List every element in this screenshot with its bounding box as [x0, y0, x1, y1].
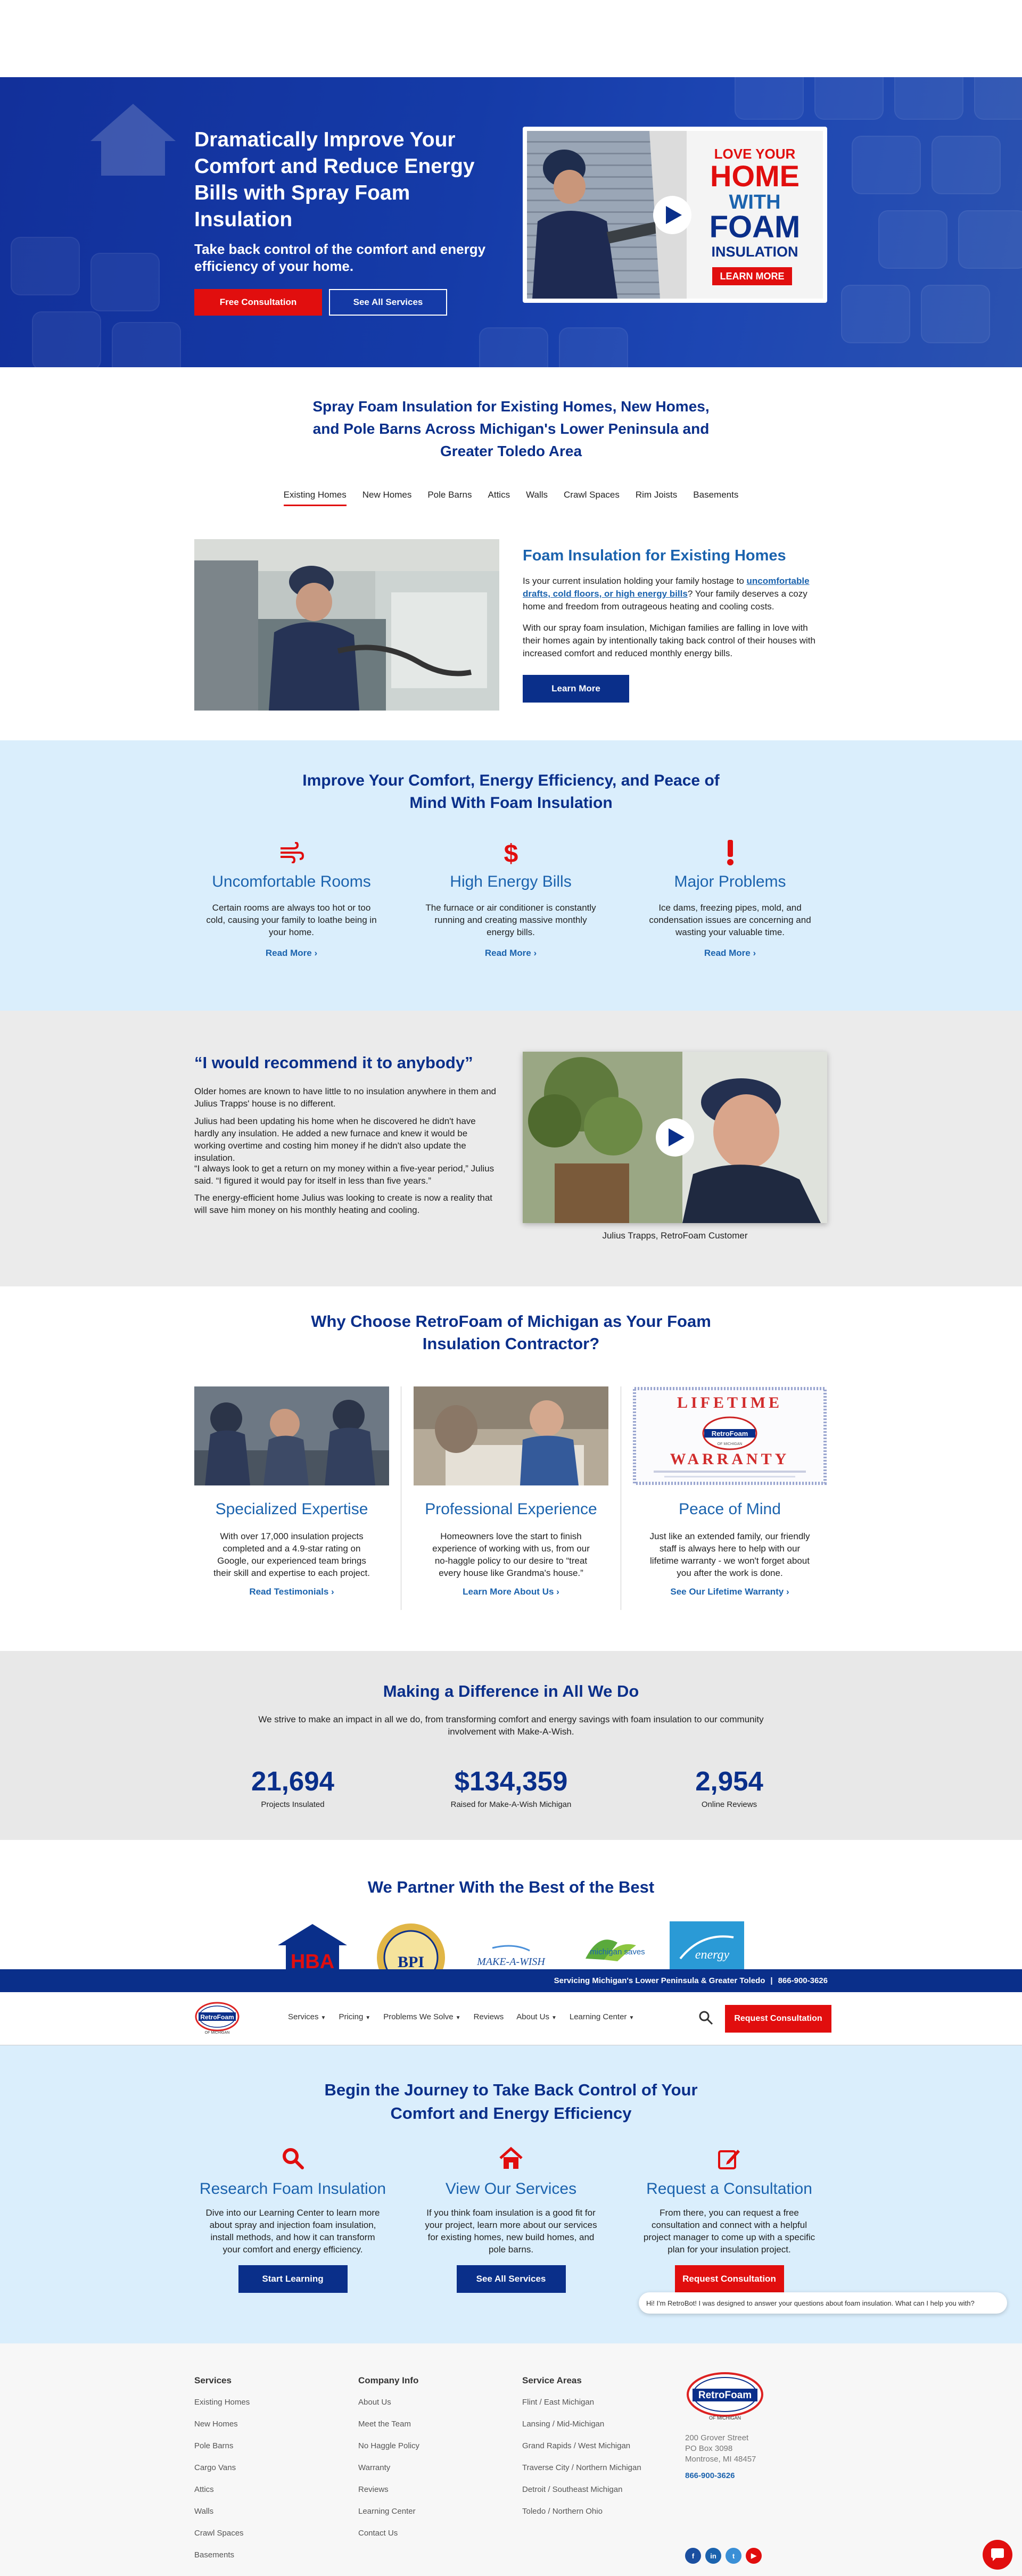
nav-reviews[interactable]: Reviews [473, 2012, 504, 2021]
intro-title: Spray Foam Insulation for Existing Homes, New Homes, and Pole Barns Across Michigan's Lower Peninsula and Greater Toledo Area [312, 398, 710, 459]
footer-link[interactable]: Traverse City / Northern Michigan [522, 2463, 641, 2472]
warranty-certificate [632, 1386, 827, 1485]
hero-subtitle: Take back control of the comfort and energy efficiency of your home. [194, 241, 486, 274]
youtube-icon[interactable]: ▶ [746, 2548, 762, 2564]
see-all-services-button[interactable]: See All Services [457, 2265, 566, 2293]
video-cta: LEARN MORE [720, 271, 785, 282]
chevron-down-icon: ▼ [320, 2015, 326, 2021]
stat-raised [421, 1765, 601, 1809]
nav-problems-we-solve[interactable]: Problems We Solve ▼ [383, 2012, 461, 2021]
house-shape-icon [80, 98, 186, 178]
why-title-2: Professional Experience [425, 1500, 597, 1518]
svg-text:MAKE-A-WISH: MAKE-A-WISH [477, 1956, 545, 1968]
temperature-wind-icon [194, 839, 389, 866]
footer-link[interactable]: Existing Homes [194, 2398, 250, 2407]
footer-link[interactable]: Basements [194, 2550, 235, 2560]
see-all-services-button[interactable]: See All Services [329, 289, 447, 316]
footer-link[interactable]: Flint / East Michigan [522, 2398, 595, 2407]
tab-new-homes[interactable]: New Homes [362, 490, 412, 500]
svg-text:$: $ [504, 840, 518, 865]
bpi-logo [375, 1921, 447, 1969]
footer-link[interactable]: Warranty [358, 2463, 391, 2472]
play-icon[interactable] [653, 196, 691, 234]
problems-link[interactable]: uncomfortable drafts, cold floors, or high energy bills [523, 576, 810, 599]
chat-bubble[interactable]: Hi! I'm RetroBot! I was designed to answer your questions about foam insulation. What can I help you with? [639, 2292, 1007, 2314]
edit-icon [628, 2146, 830, 2173]
footer-logo[interactable] [685, 2371, 765, 2421]
footer-link[interactable]: Cargo Vans [194, 2463, 236, 2472]
hero-video[interactable] [523, 127, 827, 303]
footer-link[interactable]: Learning Center [358, 2507, 416, 2516]
partners-title: We Partner With the Best of the Best [367, 1878, 655, 1896]
journey-col-text: From there, you can request a free consultation and connect with a helpful project manager to come up with a specific plan for your insulation project. [643, 2208, 815, 2255]
svg-text:energy: energy [695, 1948, 730, 1962]
chat-button[interactable] [983, 2540, 1012, 2570]
video-line3: WITH [729, 191, 781, 213]
tab-pole-barns[interactable]: Pole Barns [427, 490, 472, 500]
benefit-text: Ice dams, freezing pipes, mold, and condensation issues are concerning and wasting your valuable time. [649, 903, 811, 937]
footer-company [358, 2375, 419, 2550]
nav-learning-center[interactable]: Learning Center ▼ [569, 2012, 634, 2021]
why-peace-of-mind [631, 1386, 828, 1597]
hero-title: Dramatically Improve Your Comfort and Reduce Energy Bills with Spray Foam Insulation [194, 128, 475, 231]
testimonial-paragraph: The energy-efficient home Julius was looking to create is now a reality that will save him money on his monthly heating and cooling. [194, 1193, 493, 1215]
chat-icon [990, 2548, 1005, 2562]
stat-value: 21,694 [251, 1766, 334, 1796]
why-text-1: With over 17,000 insulation projects completed and a 4.9-star rating on Google, our experienced team brings their skill and expertise to each project. [213, 1531, 370, 1578]
installer-photo [194, 539, 499, 711]
journey-col-text: If you think foam insulation is a good fit for your project, learn more about our services for existing homes, new build homes, and pole barns. [425, 2208, 597, 2255]
why-title-3: Peace of Mind [679, 1500, 781, 1518]
improve-title: Improve Your Comfort, Energy Efficiency, and Peace of Mind With Foam Insulation [302, 772, 720, 812]
svg-text:OF MICHIGAN: OF MICHIGAN [709, 2415, 741, 2421]
footer-areas [522, 2375, 641, 2529]
journey-services [410, 2146, 612, 2293]
video-line2: HOME [710, 159, 800, 193]
testimonial-paragraph: Julius had been updating his home when he discovered he didn't have hardly any insulation. He added a new furnace and knew it would be working overtime and costing him money if he didn't also update the insulation. [194, 1116, 476, 1163]
why-professional-experience [413, 1386, 609, 1597]
stat-label: Online Reviews [701, 1800, 757, 1809]
chevron-down-icon: ▼ [365, 2015, 371, 2021]
tab-attics[interactable]: Attics [488, 490, 510, 500]
read-testimonials-link[interactable]: Read Testimonials › [249, 1587, 334, 1597]
why-text-3: Just like an extended family, our friendly staff is always here to help with our lifetime warranty - we won't forget about you after the work is done. [649, 1531, 810, 1578]
read-more-link[interactable]: Read More › [484, 948, 537, 958]
footer-link[interactable]: Reviews [358, 2485, 389, 2494]
footer-link[interactable]: Grand Rapids / West Michigan [522, 2441, 631, 2450]
main-nav [0, 1992, 1022, 2045]
play-icon[interactable] [656, 1118, 694, 1157]
stat-value: 2,954 [695, 1766, 763, 1796]
benefit-text: Certain rooms are always too hot or too cold, causing your family to loathe being in your home. [206, 903, 377, 937]
search-icon[interactable] [698, 2010, 713, 2028]
journey-title: Begin the Journey to Take Back Control of Your Comfort and Energy Efficiency [324, 2080, 698, 2123]
testimonial-section [0, 1011, 1022, 1286]
testimonial-paragraph: “I always look to get a return on my money within a five-year period,” Julius said. “I figured it would pay for itself in less than five years.” [194, 1163, 494, 1186]
footer-link[interactable]: Meet the Team [358, 2420, 411, 2429]
warranty-bottom-text: WARRANTY [670, 1450, 790, 1468]
top-bar [0, 1969, 1022, 1992]
svg-text:OF MICHIGAN: OF MICHIGAN [204, 2031, 230, 2035]
difference-section [0, 1651, 1022, 1840]
existing-homes-paragraph-1: Is your current insulation holding your family hostage to uncomfortable drafts, cold floors, or high energy bills? Your family deserves a cozy home and freedom from outrageous heating and cooling costs. [523, 576, 810, 612]
svg-text:RetroFoam: RetroFoam [698, 2390, 752, 2401]
existing-homes-paragraph-2: With our spray foam insulation, Michigan families are falling in love with their homes again by intentionally taking back control of their houses with increased comfort and reduced monthly energy bills. [523, 623, 815, 658]
dollar-icon [414, 839, 608, 866]
footer-link[interactable]: Pole Barns [194, 2441, 234, 2450]
footer-link[interactable]: Toledo / Northern Ohio [522, 2507, 603, 2516]
nav-pricing[interactable]: Pricing ▼ [339, 2012, 371, 2021]
nav-items [288, 2012, 634, 2021]
team-photo [194, 1386, 389, 1485]
journey-col-text: Dive into our Learning Center to learn more about spray and injection foam insulation, install methods, and how it can transform your comfort and energy efficiency. [205, 2208, 380, 2255]
make-a-wish-logo [471, 1921, 551, 1969]
footer-link[interactable]: Contact Us [358, 2529, 398, 2538]
service-area-text: Servicing Michigan's Lower Peninsula & Greater Toledo [554, 1976, 765, 1985]
benefit-text: The furnace or air conditioner is constantly running and creating massive monthly energy bills. [425, 903, 596, 937]
testimonial-paragraph: Older homes are known to have little to no insulation anywhere in them and Julius Trapps' house is no different. [194, 1086, 496, 1109]
benefit-title: High Energy Bills [450, 873, 572, 890]
footer-link[interactable]: No Haggle Policy [358, 2441, 420, 2450]
why-title-1: Specialized Expertise [215, 1500, 368, 1518]
video-caption: Julius Trapps, RetroFoam Customer [602, 1231, 748, 1241]
benefit-title: Major Problems [674, 873, 786, 890]
facebook-icon[interactable]: f [685, 2548, 701, 2564]
chevron-down-icon: ▼ [551, 2015, 557, 2021]
stat-label: Projects Insulated [261, 1800, 325, 1809]
read-more-link[interactable]: Read More › [704, 948, 756, 958]
lifetime-warranty-link[interactable]: See Our Lifetime Warranty › [670, 1587, 789, 1597]
tab-existing-homes[interactable]: Existing Homes [284, 490, 347, 506]
improve-section [0, 740, 1022, 1011]
hero-section [0, 77, 1022, 367]
stat-value: $134,359 [454, 1766, 568, 1796]
journey-col-title: View Our Services [445, 2180, 577, 2198]
nav-about-us[interactable]: About Us ▼ [516, 2012, 557, 2021]
svg-text:HBA: HBA [290, 1951, 335, 1969]
nav-services[interactable]: Services ▼ [288, 2012, 326, 2021]
footer-phone-link[interactable]: 866-900-3626 [685, 2471, 735, 2480]
footer-heading: Service Areas [522, 2375, 582, 2385]
footer-address: 200 Grover Street PO Box 3098 Montrose, MI 48457 [685, 2433, 756, 2464]
why-title: Why Choose RetroFoam of Michigan as Your Foam Insulation Contractor? [311, 1312, 711, 1353]
warranty-top-text: LIFETIME [677, 1394, 783, 1411]
why-text-2: Homeowners love the start to finish experience of working with us, from our no-haggle policy to our desire to “treat every house like Grandma's house.” [432, 1531, 590, 1578]
twitter-icon[interactable]: t [726, 2548, 741, 2564]
learn-more-about-us-link[interactable]: Learn More About Us › [463, 1587, 559, 1597]
exclamation-icon [633, 839, 827, 866]
energy-star-logo [670, 1921, 744, 1969]
svg-text:RetroFoam: RetroFoam [200, 2013, 234, 2021]
warranty-brand: RetroFoam [711, 1430, 748, 1438]
footer-link[interactable]: Detroit / Southeast Michigan [522, 2485, 623, 2494]
why-specialized-expertise [193, 1386, 390, 1597]
svg-text:michigan saves: michigan saves [590, 1947, 645, 1956]
difference-title: Making a Difference in All We Do [383, 1682, 639, 1700]
warranty-sub: OF MICHIGAN [717, 1442, 743, 1446]
stat-reviews [639, 1765, 820, 1809]
footer-link[interactable]: Walls [194, 2507, 214, 2516]
existing-homes-title: Foam Insulation for Existing Homes [523, 547, 786, 564]
testimonial-video[interactable] [523, 1052, 827, 1223]
tab-crawl-spaces[interactable]: Crawl Spaces [564, 490, 620, 500]
chevron-down-icon: ▼ [455, 2015, 461, 2021]
footer-link[interactable]: Attics [194, 2485, 214, 2494]
video-line4: FOAM [709, 210, 801, 244]
footer-link[interactable]: Crawl Spaces [194, 2529, 244, 2538]
social-links [685, 2548, 762, 2564]
footer-link[interactable]: New Homes [194, 2420, 238, 2429]
footer-heading: Company Info [358, 2375, 419, 2385]
footer-link[interactable]: About Us [358, 2398, 391, 2407]
footer-services [194, 2375, 250, 2572]
difference-intro: We strive to make an impact in all we do, from transforming comfort and energy savings with foam insulation to our community involvement with Make-A-Wish. [258, 1714, 764, 1737]
topbar-phone-link[interactable]: 866-900-3626 [778, 1976, 828, 1985]
journey-research [192, 2146, 394, 2293]
search-icon [192, 2146, 394, 2173]
michigan-saves-logo [575, 1921, 647, 1969]
request-consultation-button[interactable]: Request Consultation [725, 2005, 831, 2033]
benefit-major-problems [633, 839, 827, 959]
tab-rim-joists[interactable]: Rim Joists [635, 490, 678, 500]
video-line5: INSULATION [711, 244, 798, 260]
footer [0, 2343, 1022, 2576]
video-line1: LOVE YOUR [714, 146, 796, 162]
start-learning-button[interactable]: Start Learning [238, 2265, 348, 2293]
stat-projects [202, 1765, 383, 1809]
tab-basements[interactable]: Basements [693, 490, 739, 500]
benefit-high-energy-bills [414, 839, 608, 959]
journey-col-title: Request a Consultation [646, 2180, 812, 2198]
free-consultation-button[interactable]: Free Consultation [194, 289, 322, 316]
home-icon [410, 2146, 612, 2173]
read-more-link[interactable]: Read More › [265, 948, 318, 958]
linkedin-icon[interactable]: in [705, 2548, 721, 2564]
chevron-down-icon: ▼ [629, 2015, 634, 2021]
consultation-photo [414, 1386, 608, 1485]
journey-col-title: Research Foam Insulation [199, 2180, 386, 2198]
benefit-uncomfortable-rooms [194, 839, 389, 959]
footer-link[interactable]: Lansing / Mid-Michigan [522, 2420, 605, 2429]
request-consultation-button[interactable]: Request Consultation [675, 2265, 784, 2293]
hba-logo [273, 1921, 352, 1969]
service-tabs [0, 490, 1022, 506]
tab-walls[interactable]: Walls [526, 490, 548, 500]
learn-more-button[interactable]: Learn More [523, 675, 629, 703]
benefit-title: Uncomfortable Rooms [212, 873, 371, 890]
svg-text:BPI: BPI [397, 1953, 425, 1969]
stat-label: Raised for Make-A-Wish Michigan [450, 1800, 572, 1809]
footer-heading: Services [194, 2375, 232, 2385]
testimonial-title: “I would recommend it to anybody” [194, 1053, 473, 1072]
retrofoam-logo[interactable] [194, 2001, 240, 2036]
journey-consultation [628, 2146, 830, 2293]
topbar-divider: | [770, 1976, 773, 1985]
